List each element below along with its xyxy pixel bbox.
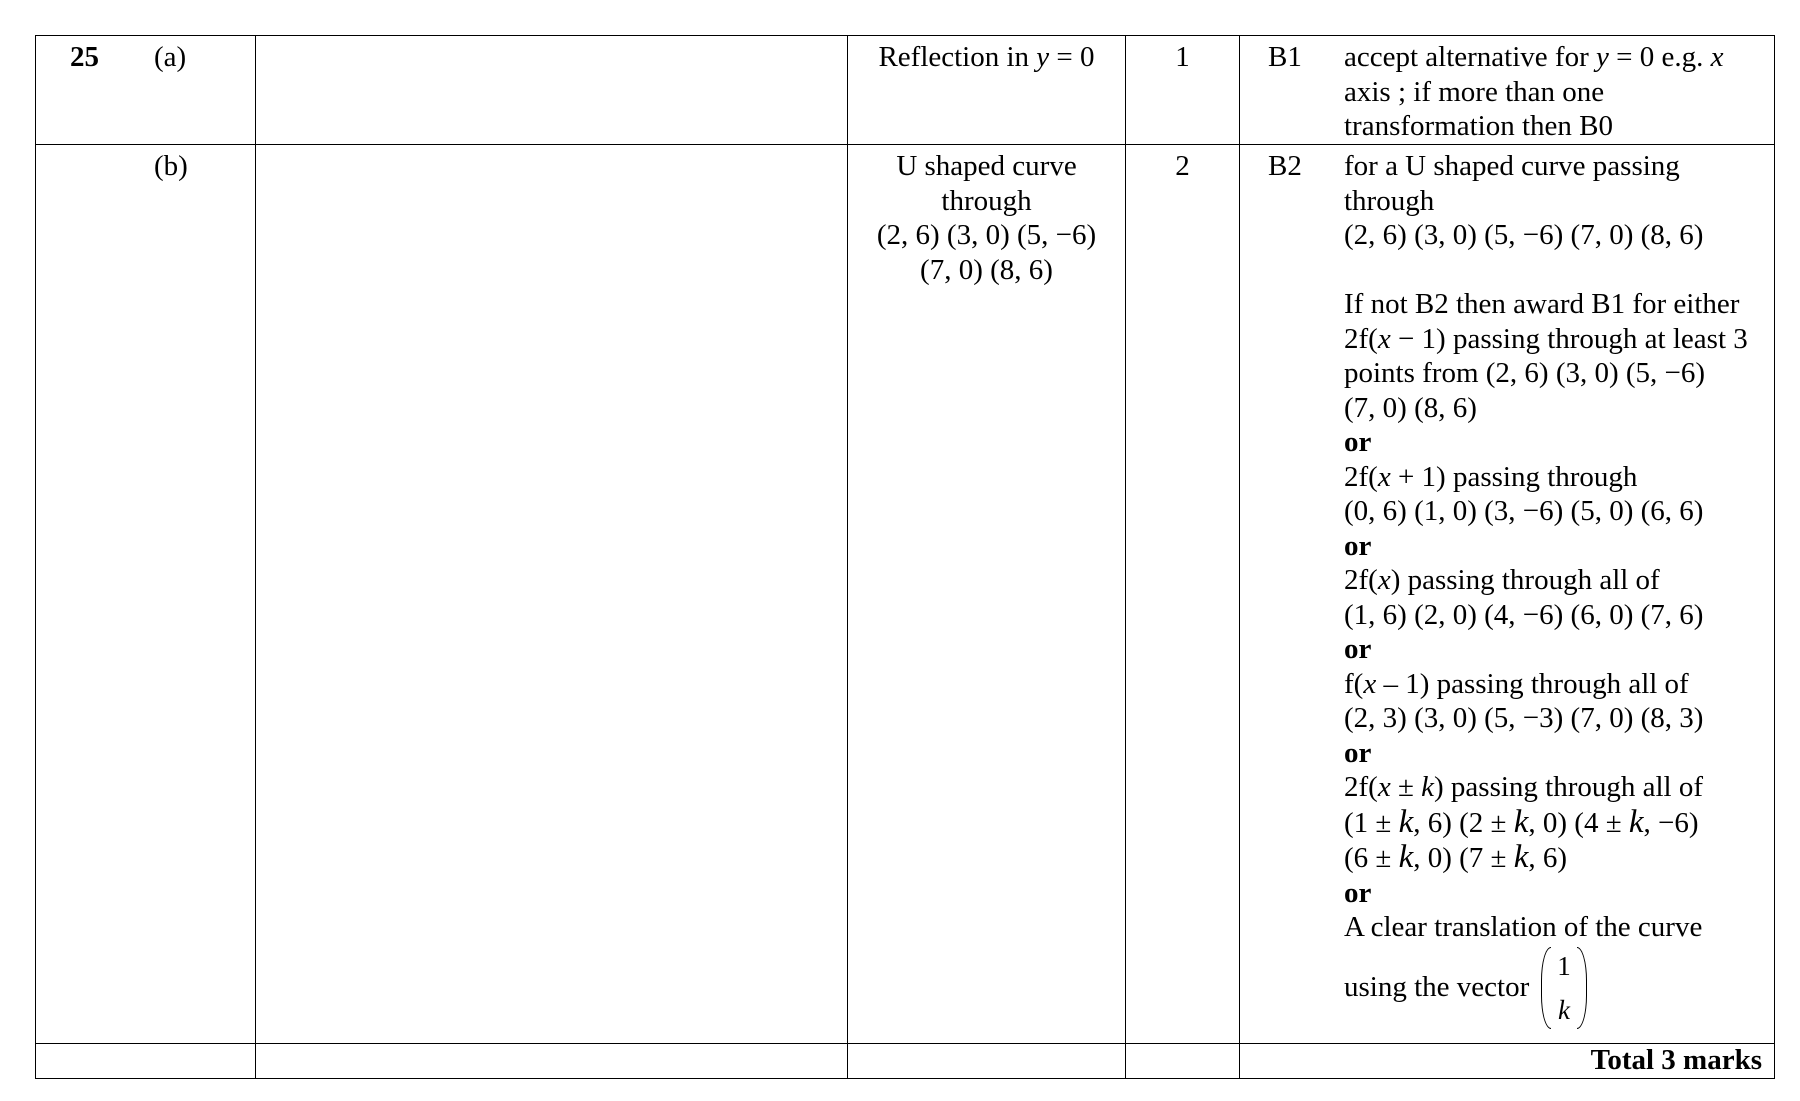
vector-bottom: k [1557, 994, 1570, 1025]
part-label-b: (b) [154, 150, 188, 182]
answer-b-line2: through [941, 184, 1032, 217]
total-cell-empty-2 [256, 1044, 848, 1079]
notes-b-alt3-line2: (1, 6) (2, 0) (4, −6) (6, 0) (7, 6) [1344, 598, 1704, 631]
vector-entries [1551, 947, 1577, 1029]
notes-a [1344, 40, 1768, 144]
or-label: or [1344, 529, 1372, 562]
marks-cell-b: 2 [1126, 145, 1240, 1044]
notes-b-alt-intro3: points from (2, 6) (3, 0) (5, −6) [1344, 357, 1706, 389]
notes-b-intro1: for a U shaped curve passing [1344, 150, 1680, 182]
notes-b-alt5-line2: (1 ± k, 6) (2 ± k, 0) (4 ± k, −6) [1344, 803, 1699, 840]
total-cell-empty-1 [36, 1044, 256, 1079]
notes-a-line3: transformation then B0 [1344, 110, 1614, 142]
notes-cell-a [1240, 36, 1775, 145]
notes-b-alt-intro4: (7, 0) (8, 6) [1344, 391, 1477, 424]
notes-b [1344, 149, 1768, 1029]
table-row-part-b [36, 145, 1775, 1044]
answer-b-line1: U shaped curve [896, 150, 1077, 182]
notes-b-alt-intro1: If not B2 then award B1 for either [1344, 288, 1740, 320]
or-label: or [1344, 876, 1372, 909]
notes-b-intro3: (2, 6) (3, 0) (5, −6) (7, 0) (8, 6) [1344, 219, 1704, 251]
notes-b-alt6-line1: A clear translation of the curve [1344, 911, 1703, 943]
or-label: or [1344, 633, 1372, 665]
answer-cell-b [848, 145, 1126, 1044]
question-cell-b [36, 145, 256, 1044]
answer-a: Reflection in y = 0 [878, 41, 1095, 73]
working-cell-a [256, 36, 848, 145]
part-label-a: (a) [154, 41, 187, 73]
question-cell-a [36, 36, 256, 145]
total-cell-empty-3 [848, 1044, 1126, 1079]
notes-cell-b [1240, 145, 1775, 1044]
table-row-total [36, 1044, 1775, 1079]
spacer [1344, 253, 1768, 288]
or-label: or [1344, 426, 1372, 458]
mark-scheme-table [35, 35, 1775, 1079]
working-cell-b [256, 145, 848, 1044]
total-cell-empty-4 [1126, 1044, 1240, 1079]
mark-code-b: B2 [1268, 150, 1302, 182]
notes-b-alt5-line1: 2f(x ± k) passing through all of [1344, 771, 1704, 803]
notes-a-line1: accept alternative for y = 0 e.g. x [1344, 41, 1724, 73]
mark-code-a: B1 [1268, 41, 1302, 73]
table-row-part-a [36, 36, 1775, 145]
translation-vector [1541, 947, 1587, 1029]
notes-b-alt3-line1: 2f(x) passing through all of [1344, 564, 1660, 596]
vector-line [1344, 947, 1768, 1029]
answer-cell-a [848, 36, 1126, 145]
vector-top: 1 [1557, 950, 1571, 981]
total-marks: Total 3 marks [1240, 1044, 1775, 1079]
notes-b-alt4-line1: f(x – 1) passing through all of [1344, 667, 1689, 700]
notes-b-alt5-line3: (6 ± k, 0) (7 ± k, 6) [1344, 839, 1568, 875]
notes-b-alt6-line2: using the vector [1344, 971, 1530, 1004]
notes-b-alt4-line2: (2, 3) (3, 0) (5, −3) (7, 0) (8, 3) [1344, 702, 1704, 734]
or-label: or [1344, 736, 1372, 769]
answer-b-line4: (7, 0) (8, 6) [920, 253, 1053, 286]
notes-b-intro2: through [1344, 184, 1435, 217]
notes-b-alt2-line1: 2f(x + 1) passing through [1344, 460, 1638, 493]
marks-cell-a: 1 [1126, 36, 1240, 145]
right-paren-icon [1577, 947, 1587, 1029]
notes-b-alt-intro2: 2f(x − 1) passing through at least 3 [1344, 322, 1748, 355]
question-number: 25 [70, 41, 99, 73]
left-paren-icon [1541, 947, 1551, 1029]
answer-b-line3: (2, 6) (3, 0) (5, −6) [876, 219, 1097, 251]
notes-a-line2: axis ; if more than one [1344, 75, 1605, 108]
notes-b-alt2-line2: (0, 6) (1, 0) (3, −6) (5, 0) (6, 6) [1344, 495, 1704, 527]
